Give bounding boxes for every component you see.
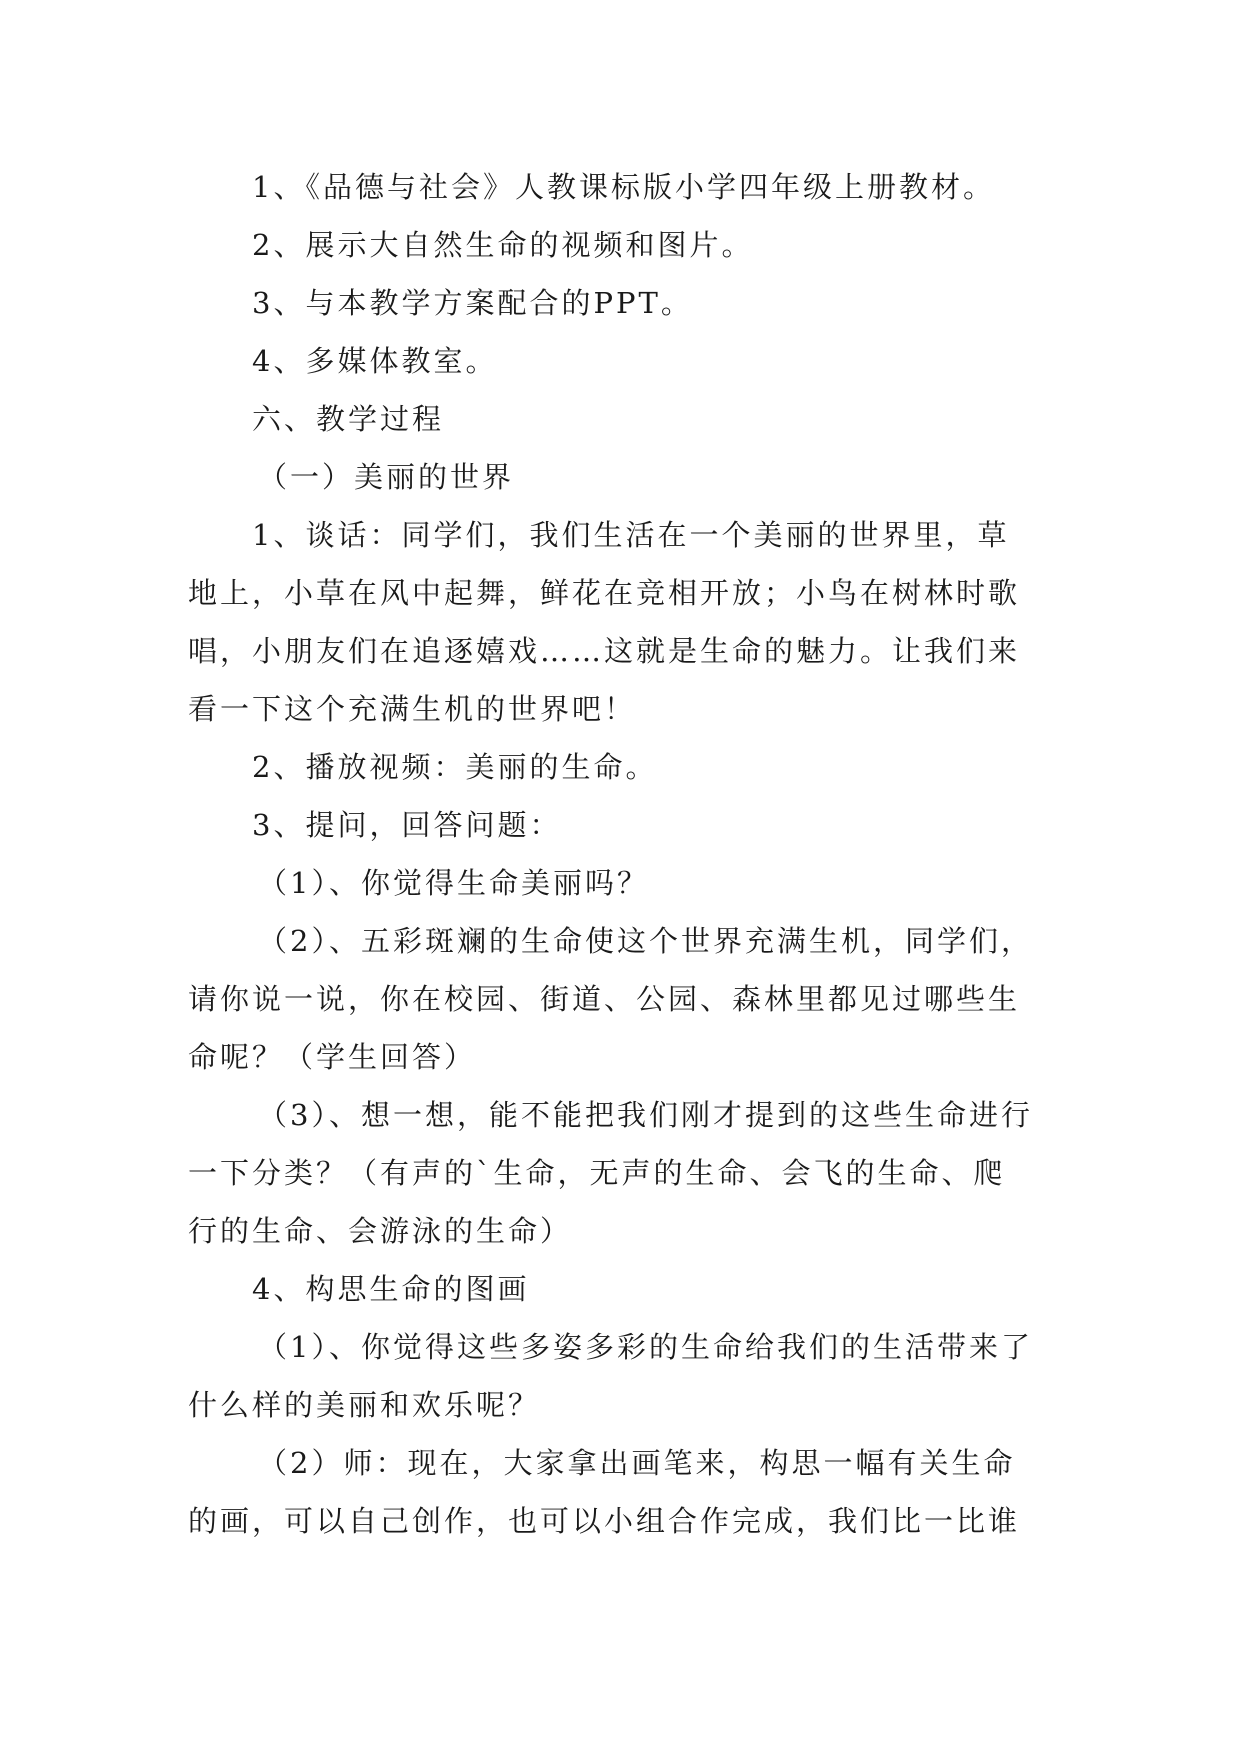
paragraph-line: 地上，小草在风中起舞，鲜花在竞相开放；小鸟在树林时歌: [188, 576, 1021, 610]
paragraph-line: 唱，小朋友们在追逐嬉戏……这就是生命的魅力。让我们来: [188, 634, 1021, 668]
paragraph-line: 什么样的美丽和欢乐呢？: [188, 1388, 541, 1422]
question-item: （1）、你觉得生命美丽吗？: [258, 866, 649, 900]
question-item: （1）、你觉得这些多姿多彩的生命给我们的生活带来了: [258, 1330, 1033, 1364]
list-item-material-2: 2、展示大自然生命的视频和图片。: [252, 228, 754, 262]
question-item: （3）、想一想，能不能把我们刚才提到的这些生命进行: [258, 1098, 1033, 1132]
paragraph-line: 1、谈话：同学们，我们生活在一个美丽的世界里，草: [252, 518, 1010, 552]
paragraph-line: 行的生命、会游泳的生命）: [188, 1214, 573, 1248]
document-body: [188, 158, 1058, 1550]
paragraph-line: 3、提问，回答问题：: [252, 808, 562, 842]
paragraph-line: 4、构思生命的图画: [252, 1272, 530, 1306]
paragraph-line: 看一下这个充满生机的世界吧！: [188, 692, 637, 726]
list-item-material-4: 4、多媒体教室。: [252, 344, 498, 378]
list-item-material-1: 1、《品德与社会》人教课标版小学四年级上册教材。: [252, 170, 995, 204]
question-item: （2）、五彩斑斓的生命使这个世界充满生机，同学们，: [258, 924, 1033, 958]
question-item: （2）师：现在，大家拿出画笔来，构思一幅有关生命: [258, 1446, 1016, 1480]
paragraph-line: 2、播放视频：美丽的生命。: [252, 750, 658, 784]
paragraph-line: 命呢？（学生回答）: [188, 1040, 477, 1074]
list-item-material-3: 3、与本教学方案配合的PPT。: [252, 286, 693, 320]
paragraph-line: 请你说一说，你在校园、街道、公园、森林里都见过哪些生: [188, 982, 1021, 1016]
section-heading: 六、教学过程: [252, 402, 445, 436]
paragraph-line: 一下分类？（有声的`生命，无声的生命、会飞的生命、爬: [188, 1156, 1006, 1190]
subsection-heading: （一）美丽的世界: [258, 460, 515, 494]
paragraph-line: 的画，可以自己创作，也可以小组合作完成，我们比一比谁: [188, 1504, 1021, 1538]
